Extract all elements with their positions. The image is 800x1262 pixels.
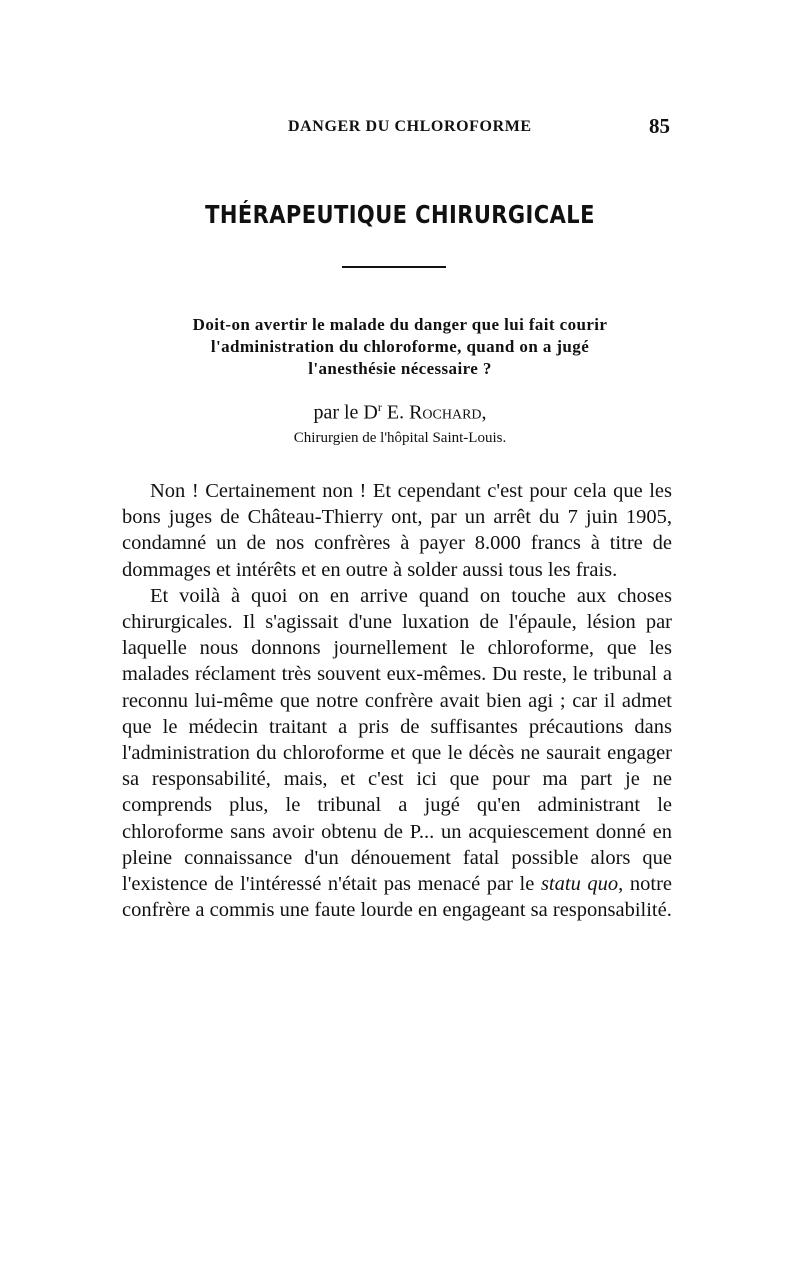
question-line-1: Doit-on avertir le malade du danger que lui fait courir — [192, 315, 608, 334]
title-divider — [342, 266, 446, 268]
paragraph-2-text-b: , notre confrère a commis une faute lourde en engageant sa responsabilité. — [122, 873, 673, 922]
page-number: 85 — [649, 114, 670, 138]
question-line-2: l'administration du chloroforme, quand on a jugé — [210, 337, 590, 356]
section-title: THÉRAPEUTIQUE CHIRURGICALE — [205, 200, 595, 229]
byline-sup: r — [377, 400, 382, 414]
question-line-3: l'anesthésie nécessaire ? — [308, 359, 492, 378]
running-title: DANGER DU CHLOROFORME — [288, 118, 532, 135]
author-affiliation: Chirurgien de l'hôpital Saint-Louis. — [293, 430, 507, 446]
paragraph-1: Non ! Certainement non ! Et cependant c'est pour cela que les bons juges de Château-Thierry ont, par un arrêt du 7 juin 1905, condamné un de nos confrères à payer 8.000 francs à titre de dommages et intérêts et en outre à solder aussi tous les frais. — [122, 480, 672, 581]
author-name: Rochard, — [409, 401, 487, 424]
paragraph-2-italic: statu quo — [540, 873, 619, 896]
running-head — [150, 114, 670, 144]
author-byline — [0, 400, 800, 425]
article-body — [122, 478, 672, 923]
byline-prefix: par le D — [313, 401, 378, 424]
paragraph-2-text-a: Et voilà à quoi on en arrive quand on touche aux choses chirurgicales. Il s'agissait d'une luxation de l'épaule, lésion par laquelle nous donnons journellement le chloroforme, que les malades réclament très souvent eux-mêmes. Du reste, le tribunal a reconnu lui-même que notre confrère avait bien agi ; car il admet que le médecin traitant a pris de suffisantes précautions dans l'administration du chloroforme et que le décès ne saurait engager sa responsabilité, mais, et c'est ici que pour ma part je ne comprends plus, le tribunal a jugé qu'en administrant le chloroforme sans avoir obtenu de P... un acquiescement donné en pleine connaissance d'un dénouement fatal possible alors que l'existence de l'intéressé n'était pas menacé par le — [122, 584, 672, 896]
article-question — [150, 314, 650, 380]
byline-initial: E. — [381, 401, 410, 424]
paragraph-2 — [122, 583, 672, 924]
